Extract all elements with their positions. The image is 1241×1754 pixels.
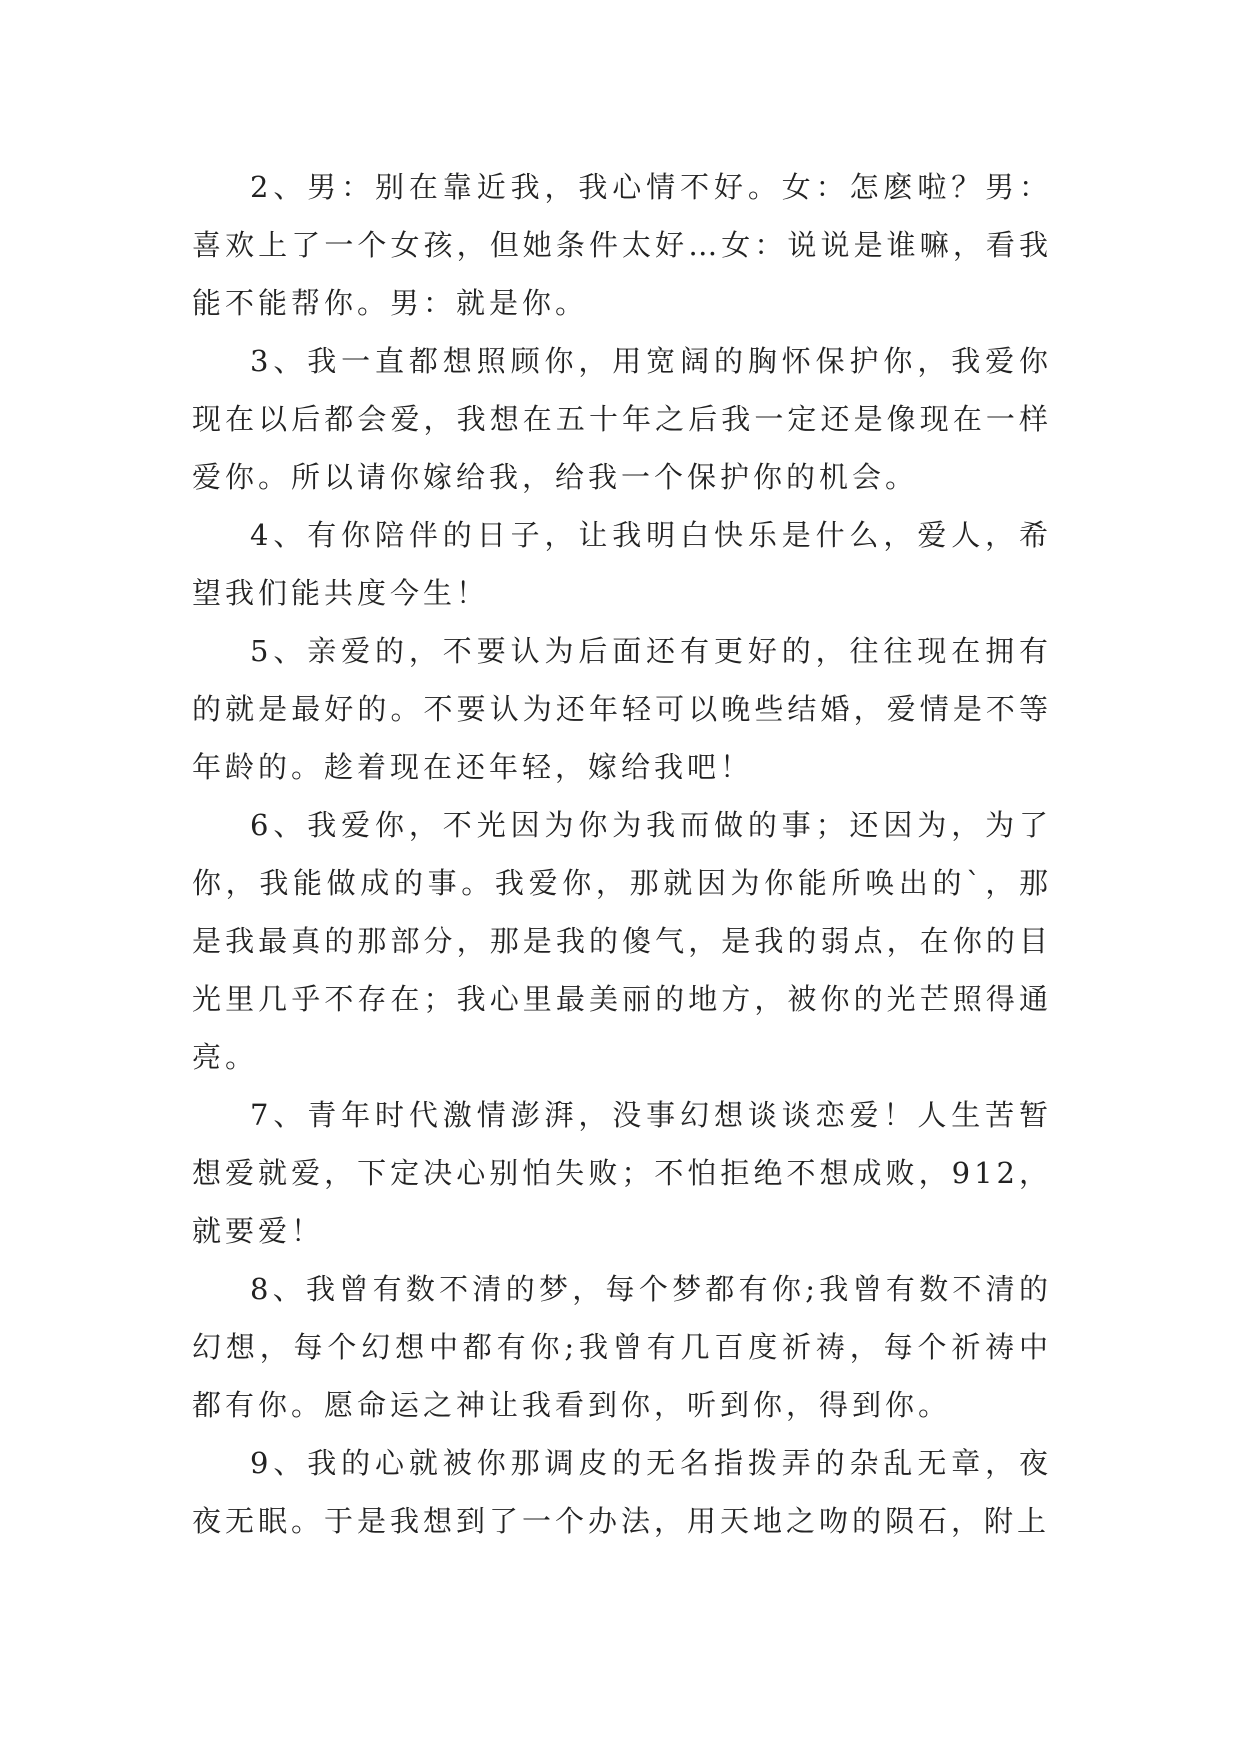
paragraph-3: 3、我一直都想照顾你，用宽阔的胸怀保护你，我爱你现在以后都会爱，我想在五十年之后我一定还是像现在一样爱你。所以请你嫁给我，给我一个保护你的机会。	[192, 344, 1052, 494]
paragraph-2: 2、男：别在靠近我，我心情不好。女：怎麽啦？男：喜欢上了一个女孩，但她条件太好…女：说说是谁嘛，看我能不能帮你。男：就是你。	[192, 170, 1052, 320]
paragraph-4: 4、有你陪伴的日子，让我明白快乐是什么，爱人，希望我们能共度今生！	[192, 518, 1052, 610]
paragraph-6: 6、我爱你，不光因为你为我而做的事；还因为，为了你，我能做成的事。我爱你，那就因为你能所唤出的`，那是我最真的那部分，那是我的傻气，是我的弱点，在你的目光里几乎不存在；我心里最美丽的地方，被你的光芒照得通亮。	[192, 808, 1052, 1074]
document-body	[192, 158, 1052, 1550]
paragraph-8: 8、我曾有数不清的梦，每个梦都有你;我曾有数不清的幻想，每个幻想中都有你;我曾有几百度祈祷，每个祈祷中都有你。愿命运之神让我看到你，听到你，得到你。	[192, 1272, 1052, 1422]
paragraph-9: 9、我的心就被你那调皮的无名指拨弄的杂乱无章，夜夜无眠。于是我想到了一个办法，用天地之吻的陨石，附上	[192, 1446, 1052, 1538]
paragraph-5: 5、亲爱的，不要认为后面还有更好的，往往现在拥有的就是最好的。不要认为还年轻可以晚些结婚，爱情是不等年龄的。趁着现在还年轻，嫁给我吧！	[192, 634, 1052, 784]
paragraph-7: 7、青年时代激情澎湃，没事幻想谈谈恋爱！人生苦暂想爱就爱，下定决心别怕失败；不怕拒绝不想成败，912，就要爱！	[192, 1098, 1052, 1248]
